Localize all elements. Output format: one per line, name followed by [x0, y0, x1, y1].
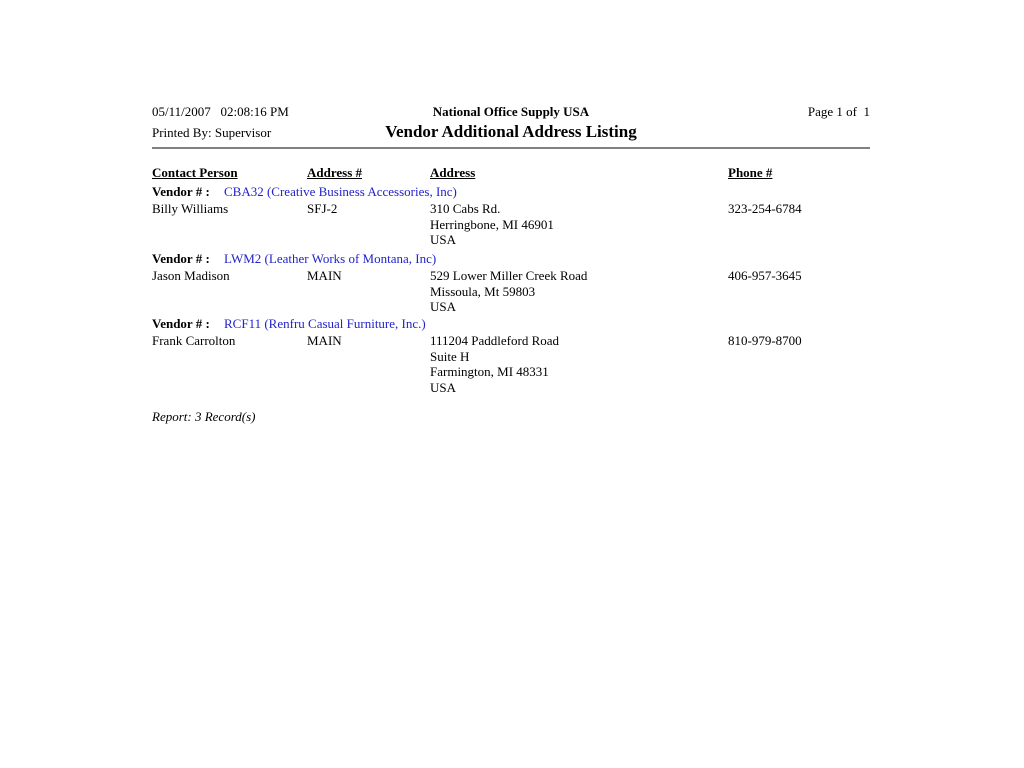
contact-person-value: Billy Williams — [152, 201, 229, 216]
column-header-address: Address — [430, 165, 476, 180]
address-line: USA — [430, 232, 457, 247]
vendor-record-row — [152, 333, 870, 395]
address-number-value: MAIN — [307, 333, 342, 348]
vendor-number-label: Vendor # : — [152, 183, 210, 199]
address-line: USA — [430, 299, 457, 314]
column-header-address-number: Address # — [307, 165, 363, 180]
record-count: Report: 3 Record(s) — [152, 409, 256, 424]
address-line: 111204 Paddleford Road — [430, 333, 560, 348]
address-line: Farmington, MI 48331 — [430, 364, 549, 379]
vendor-number-label: Vendor # : — [152, 250, 210, 266]
vendor-record-row — [152, 201, 870, 248]
contact-person-value: Frank Carrolton — [152, 333, 236, 348]
vendor-link[interactable]: RCF11 (Renfru Casual Furniture, Inc.) — [224, 315, 426, 331]
vendor-group-header — [152, 184, 870, 200]
column-headers — [152, 165, 870, 181]
report-title: Vendor Additional Address Listing — [385, 122, 637, 141]
vendor-number-label: Vendor # : — [152, 315, 210, 331]
page-number: Page 1 of 1 — [807, 104, 870, 119]
address-value — [430, 333, 728, 395]
vendor-group-header — [152, 251, 870, 267]
address-line: 310 Cabs Rd. — [430, 201, 501, 216]
phone-value: 406-957-3645 — [728, 268, 802, 283]
address-line: Suite H — [430, 348, 470, 364]
vendor-group-header — [152, 316, 870, 332]
header-rule — [152, 147, 870, 149]
vendor-link[interactable]: LWM2 (Leather Works of Montana, Inc) — [224, 250, 437, 266]
address-number-value: MAIN — [307, 268, 342, 283]
address-value — [430, 201, 728, 248]
vendor-link[interactable]: CBA32 (Creative Business Accessories, Inc) — [224, 183, 457, 199]
company-name: National Office Supply USA — [432, 104, 590, 119]
phone-value: 810-979-8700 — [728, 333, 802, 348]
report-header-row-1 — [152, 104, 870, 119]
vendor-record-row — [152, 268, 870, 315]
printed-by: Printed By: Supervisor — [152, 125, 272, 140]
column-header-contact-person: Contact Person — [152, 165, 238, 180]
address-line: USA — [430, 379, 457, 395]
address-number-value: SFJ-2 — [307, 201, 338, 216]
column-header-phone: Phone # — [728, 165, 773, 180]
report-datetime: 05/11/2007 02:08:16 PM — [152, 104, 289, 119]
phone-value: 323-254-6784 — [728, 201, 802, 216]
address-line: 529 Lower Miller Creek Road — [430, 268, 588, 283]
contact-person-value: Jason Madison — [152, 268, 230, 283]
address-line: Herringbone, MI 46901 — [430, 216, 554, 232]
report-content — [152, 0, 870, 425]
address-value — [430, 268, 728, 315]
report-header-row-2 — [152, 122, 870, 142]
address-line: Missoula, Mt 59803 — [430, 283, 536, 299]
